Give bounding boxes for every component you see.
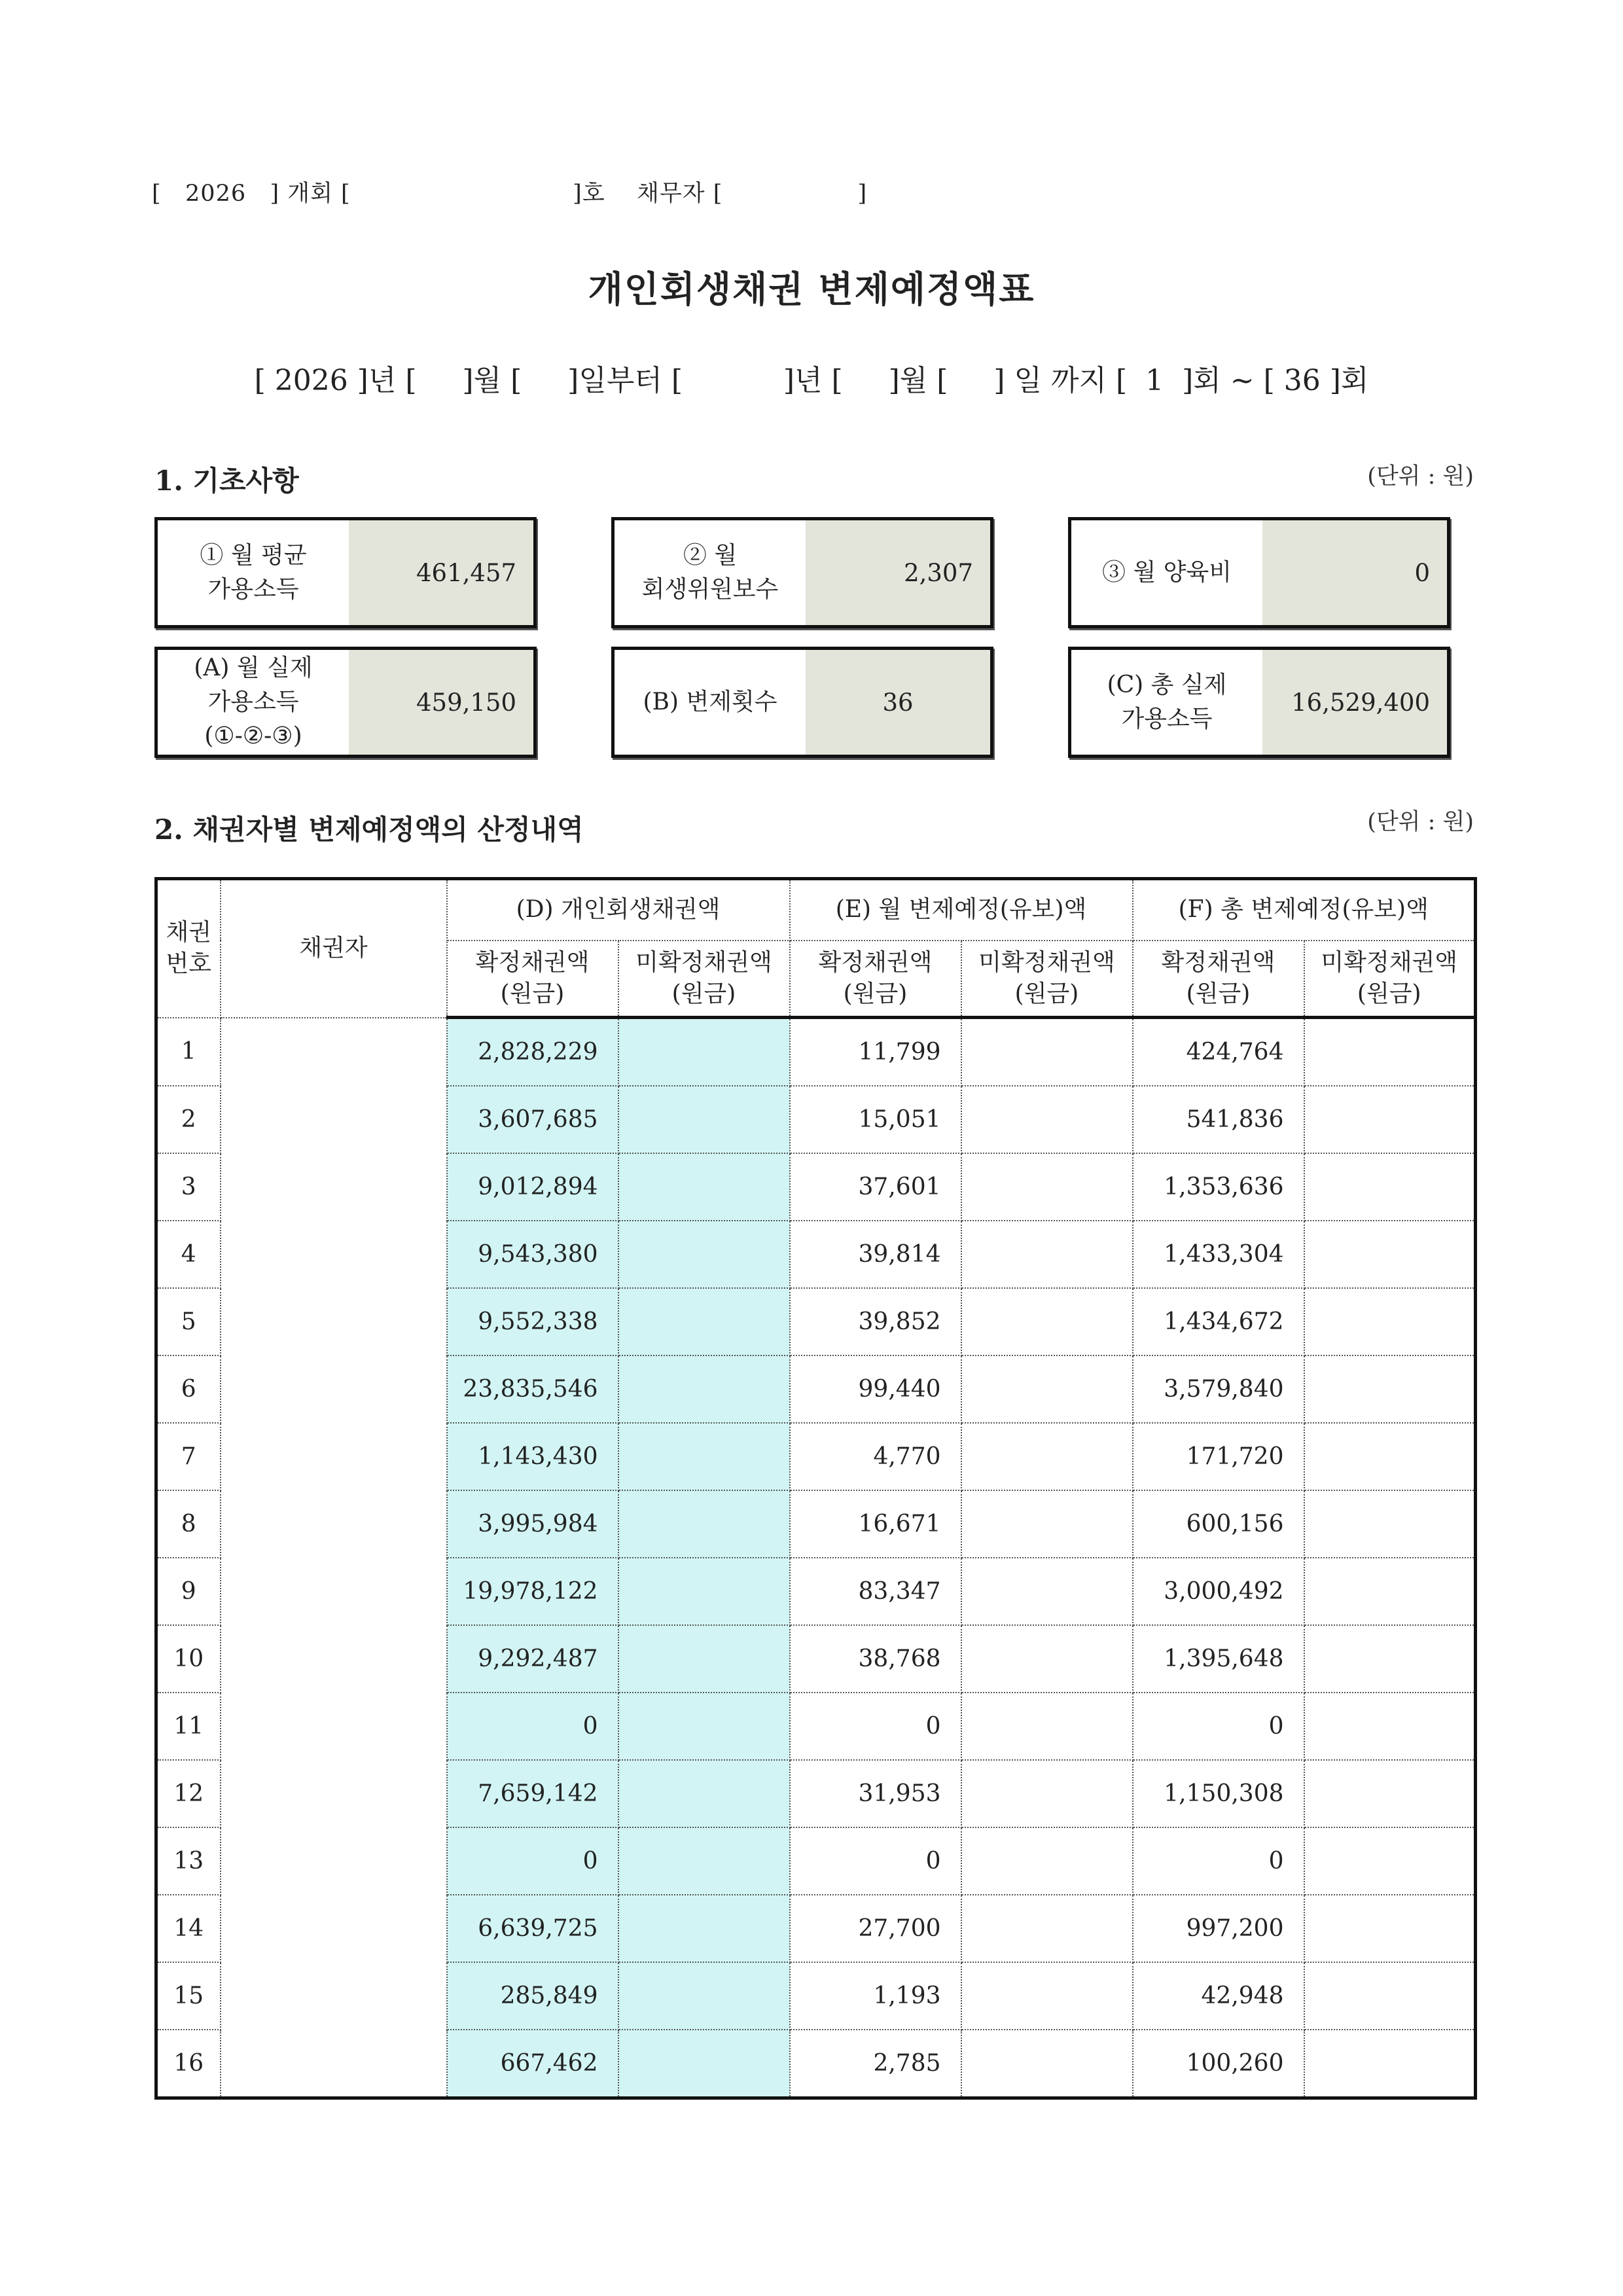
cell-creditor bbox=[221, 1288, 447, 1355]
cell-e-confirmed: 38,768 bbox=[790, 1625, 961, 1693]
cell-d-confirmed: 0 bbox=[447, 1693, 618, 1760]
cell-creditor bbox=[221, 1558, 447, 1625]
box-value: 2,307 bbox=[806, 520, 990, 625]
cell-creditor bbox=[221, 1221, 447, 1288]
cell-creditor bbox=[221, 1490, 447, 1558]
cell-creditor-no: 7 bbox=[156, 1423, 221, 1490]
cell-d-unconfirmed bbox=[618, 1625, 790, 1693]
repayment-table bbox=[154, 877, 1477, 2100]
cell-d-confirmed: 667,462 bbox=[447, 2030, 618, 2098]
cell-d-unconfirmed bbox=[618, 1355, 790, 1423]
cell-f-unconfirmed bbox=[1304, 1086, 1476, 1153]
cell-f-confirmed: 1,433,304 bbox=[1133, 1221, 1304, 1288]
cell-d-confirmed: 1,143,430 bbox=[447, 1423, 618, 1490]
basic-box-commissioner-fee bbox=[611, 517, 993, 628]
cell-creditor bbox=[221, 1760, 447, 1827]
cell-d-unconfirmed bbox=[618, 1018, 790, 1086]
cell-e-unconfirmed bbox=[961, 1221, 1133, 1288]
cell-f-confirmed: 1,395,648 bbox=[1133, 1625, 1304, 1693]
header-creditor: 채권자 bbox=[221, 879, 447, 1018]
box-label: (B) 변제횟수 bbox=[643, 689, 777, 715]
cell-f-unconfirmed bbox=[1304, 1625, 1476, 1693]
header-f-confirmed: 확정채권액 (원금) bbox=[1133, 941, 1304, 1018]
table-row bbox=[156, 1153, 1476, 1221]
cell-creditor-no: 3 bbox=[156, 1153, 221, 1221]
cell-creditor-no: 1 bbox=[156, 1018, 221, 1086]
cell-e-unconfirmed bbox=[961, 1827, 1133, 1895]
header-group-d: (D) 개인회생채권액 bbox=[447, 879, 790, 941]
cell-d-confirmed: 285,849 bbox=[447, 1962, 618, 2030]
cell-f-confirmed: 42,948 bbox=[1133, 1962, 1304, 2030]
box-value: 459,150 bbox=[349, 650, 533, 755]
cell-creditor-no: 6 bbox=[156, 1355, 221, 1423]
cell-e-unconfirmed bbox=[961, 1625, 1133, 1693]
cell-creditor-no: 16 bbox=[156, 2030, 221, 2098]
cell-creditor bbox=[221, 1895, 447, 1962]
header-creditor-no: 채권 번호 bbox=[156, 879, 221, 1018]
cell-f-unconfirmed bbox=[1304, 1423, 1476, 1490]
table-row bbox=[156, 1288, 1476, 1355]
table-row bbox=[156, 2030, 1476, 2098]
table-row bbox=[156, 1760, 1476, 1827]
cell-d-unconfirmed bbox=[618, 1962, 790, 2030]
box-label: (C) 총 실제 가용소득 bbox=[1107, 672, 1227, 732]
cell-f-confirmed: 541,836 bbox=[1133, 1086, 1304, 1153]
cell-f-unconfirmed bbox=[1304, 1760, 1476, 1827]
cell-e-confirmed: 99,440 bbox=[790, 1355, 961, 1423]
cell-e-unconfirmed bbox=[961, 1490, 1133, 1558]
cell-d-unconfirmed bbox=[618, 1693, 790, 1760]
cell-f-confirmed: 0 bbox=[1133, 1827, 1304, 1895]
table-row bbox=[156, 1558, 1476, 1625]
box-value: 0 bbox=[1262, 520, 1447, 625]
section1-unit: (단위 : 원) bbox=[1367, 463, 1474, 490]
cell-e-unconfirmed bbox=[961, 1760, 1133, 1827]
cell-d-confirmed: 6,639,725 bbox=[447, 1895, 618, 1962]
cell-e-unconfirmed bbox=[961, 1086, 1133, 1153]
cell-creditor-no: 14 bbox=[156, 1895, 221, 1962]
cell-e-confirmed: 39,852 bbox=[790, 1288, 961, 1355]
cell-e-confirmed: 1,193 bbox=[790, 1962, 961, 2030]
cell-f-confirmed: 600,156 bbox=[1133, 1490, 1304, 1558]
table-row bbox=[156, 1423, 1476, 1490]
cell-f-unconfirmed bbox=[1304, 1355, 1476, 1423]
cell-creditor-no: 4 bbox=[156, 1221, 221, 1288]
cell-d-confirmed: 9,552,338 bbox=[447, 1288, 618, 1355]
cell-d-unconfirmed bbox=[618, 1221, 790, 1288]
table-row bbox=[156, 1625, 1476, 1693]
cell-d-unconfirmed bbox=[618, 1895, 790, 1962]
cell-e-confirmed: 0 bbox=[790, 1827, 961, 1895]
cell-f-unconfirmed bbox=[1304, 1221, 1476, 1288]
cell-e-unconfirmed bbox=[961, 1895, 1133, 1962]
table-row bbox=[156, 1490, 1476, 1558]
cell-d-unconfirmed bbox=[618, 1760, 790, 1827]
document-title: 개인회생채권 변제예정액표 bbox=[588, 268, 1035, 310]
basic-box-actual-income bbox=[154, 647, 537, 758]
box-label: (A) 월 실제 가용소득 (①-②-③) bbox=[194, 655, 313, 749]
cell-creditor-no: 2 bbox=[156, 1086, 221, 1153]
header-e-confirmed: 확정채권액 (원금) bbox=[790, 941, 961, 1018]
table-row bbox=[156, 1962, 1476, 2030]
header-d-confirmed: 확정채권액 (원금) bbox=[447, 941, 618, 1018]
cell-d-unconfirmed bbox=[618, 1490, 790, 1558]
cell-f-confirmed: 3,579,840 bbox=[1133, 1355, 1304, 1423]
table-row bbox=[156, 1086, 1476, 1153]
table-row bbox=[156, 1827, 1476, 1895]
cell-f-confirmed: 0 bbox=[1133, 1693, 1304, 1760]
cell-creditor bbox=[221, 1423, 447, 1490]
cell-e-confirmed: 39,814 bbox=[790, 1221, 961, 1288]
cell-f-unconfirmed bbox=[1304, 1827, 1476, 1895]
cell-d-unconfirmed bbox=[618, 1423, 790, 1490]
header-group-e: (E) 월 변제예정(유보)액 bbox=[790, 879, 1133, 941]
cell-f-confirmed: 100,260 bbox=[1133, 2030, 1304, 2098]
header-group-f: (F) 총 변제예정(유보)액 bbox=[1133, 879, 1476, 941]
cell-creditor bbox=[221, 1693, 447, 1760]
cell-f-confirmed: 1,353,636 bbox=[1133, 1153, 1304, 1221]
cell-e-unconfirmed bbox=[961, 1018, 1133, 1086]
cell-d-confirmed: 0 bbox=[447, 1827, 618, 1895]
cell-f-unconfirmed bbox=[1304, 1153, 1476, 1221]
cell-f-confirmed: 1,434,672 bbox=[1133, 1288, 1304, 1355]
cell-creditor bbox=[221, 1153, 447, 1221]
box-value: 461,457 bbox=[349, 520, 533, 625]
section2-title: 2. 채권자별 변제예정액의 산정내역 bbox=[154, 814, 584, 846]
cell-d-confirmed: 9,292,487 bbox=[447, 1625, 618, 1693]
cell-e-unconfirmed bbox=[961, 1962, 1133, 2030]
header-e-unconfirmed: 미확정채권액 (원금) bbox=[961, 941, 1133, 1018]
cell-e-unconfirmed bbox=[961, 1423, 1133, 1490]
cell-creditor bbox=[221, 1625, 447, 1693]
cell-f-confirmed: 997,200 bbox=[1133, 1895, 1304, 1962]
period-line: [ 2026 ]년 [ ]월 [ ]일부터 [ ]년 [ ]월 [ ] 일 까지 [ 1 ]회 ~ [ 36 ]회 bbox=[254, 364, 1369, 397]
cell-e-unconfirmed bbox=[961, 1693, 1133, 1760]
cell-d-unconfirmed bbox=[618, 1153, 790, 1221]
table-row bbox=[156, 1018, 1476, 1086]
cell-e-unconfirmed bbox=[961, 1355, 1133, 1423]
cell-d-unconfirmed bbox=[618, 2030, 790, 2098]
cell-e-unconfirmed bbox=[961, 1153, 1133, 1221]
cell-e-confirmed: 16,671 bbox=[790, 1490, 961, 1558]
basic-box-repayment-count bbox=[611, 647, 993, 758]
cell-f-confirmed: 424,764 bbox=[1133, 1018, 1304, 1086]
cell-e-confirmed: 0 bbox=[790, 1693, 961, 1760]
cell-d-unconfirmed bbox=[618, 1288, 790, 1355]
cell-d-confirmed: 9,543,380 bbox=[447, 1221, 618, 1288]
cell-creditor-no: 5 bbox=[156, 1288, 221, 1355]
cell-d-unconfirmed bbox=[618, 1827, 790, 1895]
cell-e-confirmed: 4,770 bbox=[790, 1423, 961, 1490]
section1-title: 1. 기초사항 bbox=[154, 465, 299, 497]
cell-d-confirmed: 9,012,894 bbox=[447, 1153, 618, 1221]
case-header-line: [ 2026 ] 개회 [ ]호 채무자 [ ] bbox=[152, 181, 868, 207]
cell-f-confirmed: 3,000,492 bbox=[1133, 1558, 1304, 1625]
cell-d-confirmed: 7,659,142 bbox=[447, 1760, 618, 1827]
cell-creditor bbox=[221, 1355, 447, 1423]
cell-creditor-no: 15 bbox=[156, 1962, 221, 2030]
table-row bbox=[156, 1895, 1476, 1962]
table-row bbox=[156, 1221, 1476, 1288]
cell-e-confirmed: 83,347 bbox=[790, 1558, 961, 1625]
header-f-unconfirmed: 미확정채권액 (원금) bbox=[1304, 941, 1476, 1018]
cell-creditor bbox=[221, 1018, 447, 1086]
cell-f-unconfirmed bbox=[1304, 1018, 1476, 1086]
cell-d-confirmed: 23,835,546 bbox=[447, 1355, 618, 1423]
cell-f-unconfirmed bbox=[1304, 2030, 1476, 2098]
cell-e-unconfirmed bbox=[961, 1558, 1133, 1625]
cell-f-unconfirmed bbox=[1304, 1288, 1476, 1355]
cell-d-confirmed: 3,607,685 bbox=[447, 1086, 618, 1153]
cell-creditor-no: 13 bbox=[156, 1827, 221, 1895]
cell-e-confirmed: 31,953 bbox=[790, 1760, 961, 1827]
cell-f-unconfirmed bbox=[1304, 1693, 1476, 1760]
box-value: 36 bbox=[806, 650, 990, 755]
cell-e-confirmed: 2,785 bbox=[790, 2030, 961, 2098]
cell-e-confirmed: 11,799 bbox=[790, 1018, 961, 1086]
cell-f-unconfirmed bbox=[1304, 1962, 1476, 2030]
section2-unit: (단위 : 원) bbox=[1367, 809, 1474, 835]
cell-creditor bbox=[221, 1827, 447, 1895]
cell-creditor-no: 11 bbox=[156, 1693, 221, 1760]
cell-d-unconfirmed bbox=[618, 1558, 790, 1625]
header-d-unconfirmed: 미확정채권액 (원금) bbox=[618, 941, 790, 1018]
cell-creditor bbox=[221, 1086, 447, 1153]
box-label: ② 월 회생위원보수 bbox=[641, 542, 779, 603]
cell-e-unconfirmed bbox=[961, 2030, 1133, 2098]
cell-d-confirmed: 3,995,984 bbox=[447, 1490, 618, 1558]
box-label: ③ 월 양육비 bbox=[1102, 559, 1232, 586]
cell-creditor-no: 8 bbox=[156, 1490, 221, 1558]
basic-box-total-income bbox=[1068, 647, 1450, 758]
box-label: ① 월 평균 가용소득 bbox=[200, 542, 307, 603]
cell-e-unconfirmed bbox=[961, 1288, 1133, 1355]
table-row bbox=[156, 1355, 1476, 1423]
cell-creditor-no: 12 bbox=[156, 1760, 221, 1827]
cell-creditor-no: 10 bbox=[156, 1625, 221, 1693]
cell-d-confirmed: 2,828,229 bbox=[447, 1018, 618, 1086]
table-row bbox=[156, 1693, 1476, 1760]
cell-f-unconfirmed bbox=[1304, 1558, 1476, 1625]
cell-e-confirmed: 15,051 bbox=[790, 1086, 961, 1153]
cell-f-unconfirmed bbox=[1304, 1895, 1476, 1962]
cell-e-confirmed: 27,700 bbox=[790, 1895, 961, 1962]
cell-creditor bbox=[221, 2030, 447, 2098]
cell-f-confirmed: 1,150,308 bbox=[1133, 1760, 1304, 1827]
cell-d-confirmed: 19,978,122 bbox=[447, 1558, 618, 1625]
cell-creditor-no: 9 bbox=[156, 1558, 221, 1625]
basic-box-monthly-income bbox=[154, 517, 537, 628]
cell-creditor bbox=[221, 1962, 447, 2030]
box-value: 16,529,400 bbox=[1262, 650, 1447, 755]
cell-f-unconfirmed bbox=[1304, 1490, 1476, 1558]
basic-box-child-support bbox=[1068, 517, 1450, 628]
cell-f-confirmed: 171,720 bbox=[1133, 1423, 1304, 1490]
cell-e-confirmed: 37,601 bbox=[790, 1153, 961, 1221]
cell-d-unconfirmed bbox=[618, 1086, 790, 1153]
